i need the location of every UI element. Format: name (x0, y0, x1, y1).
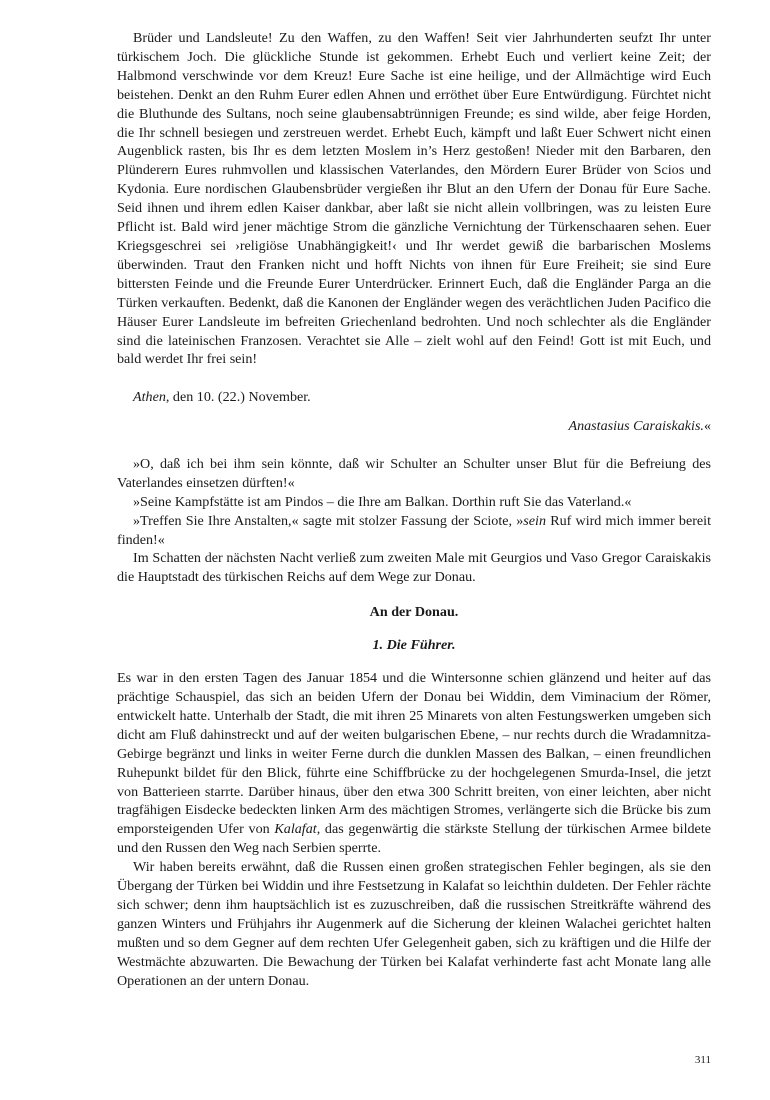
spacer (117, 369, 711, 388)
section-heading: 1. Die Führer. (372, 637, 456, 654)
dialogue-line-1: »O, daß ich bei ihm sein könnte, daß wir Schulter an Schulter unser Blut für die Befreiung des Vaterlandes einsetzen dürften!« (117, 455, 711, 491)
narrative-paragraph-2: Wir haben bereits erwähnt, daß die Russen einen großen strategischen Fehler begingen, als sie den Übergang der Türken bei Widdin und ihre Festsetzung in Kalafat so leichthin duldeten. Der Fehler rächte sich schwer; denn ihm hauptsächlich ist es zuzuschreiben, daß die russischen Streitkräfte während des ganzen Winters und Frühjahrs ihr Augenmerk auf die Sicherung der kleinen Walachei gerichtet halten mußten und so dem Gegner auf dem rechten Ufer Gelegenheit gaben, sich zu kräftigen und die Hilfe der Westmächte abzuwarten. Die Bewachung der Türken bei Kalafat verhinderte fast acht Monate lang alle Operationen an der untern Donau. (117, 859, 711, 989)
page-number: 311 (694, 1054, 711, 1066)
signature-name: Anastasius Caraiskakis. (568, 418, 704, 435)
narrative-paragraph-1-post: , das gegenwärtig die stärkste Stellung der türkischen Armee bildete und den Russen den Weg nach Serbien sperrte. (117, 821, 711, 857)
spacer (117, 407, 711, 417)
dialogue-line-2: »Seine Kampfstätte ist am Pindos – die Ihre am Balkan. Dorthin ruft Sie das Vaterland.« (133, 493, 632, 510)
proclamation-paragraph: Brüder und Landsleute! Zu den Waffen, zu den Waffen! Seit vier Jahrhunderten seufzt Ihr unter türkischem Joch. Die glückliche Stunde ist gekommen. Erhebt Euch und verliert keine Zeit; der Halbmond verschwinde vor dem Kreuz! Eure Sache ist eine heilige, und der Allmächtige wird Euch beistehen. Denkt an den Ruhm Eurer edlen Ahnen und erröthet über Eure Entwürdigung. Fürchtet nicht die Bluthunde des Sultans, noch seine glaubensabtrünnigen Freunde; es sind wilde, aber feige Horden, die Ihr schnell besiegen und zerstreuen werdet. Erhebt Euch, kämpft und laßt Euer Schwert nicht einen Augenblick rasten, bis Ihr es dem letzten Moslem in’s Herz gestoßen! Nieder mit den Barbaren, den Plünderern Eures ruhmvollen und klassischen Vaterlandes, den Mördern Eurer Brüder von Scios und Kydonia. Eure nordischen Glaubensbrüder vergießen ihr Blut an den Ufern der Donau für Eure Sache. Seid ihnen und ihrem edlen Kaiser dankbar, aber laßt sie nicht allein vollbringen, was zu leisten Eure Pflicht ist. Bald wird jener mächtige Strom die gänzliche Vernichtung der Türkenschaaren sehen. Euer Kriegsgeschrei sei ›religiöse Unabhängigkeit!‹ und Ihr werdet gewiß die barbarischen Moslems überwinden. Traut den Franken nicht und hofft Nichts von ihnen für Eure Freiheit; sie sind Eure bittersten Feinde und die Freunde Eurer Unterdrücker. Erinnert Euch, daß die Engländer Parga an die Türken verkauften. Bedenkt, daß die Kanonen der Engländer wegen des verächtlichen Juden Pacifico die Häuser Eurer Landsleute im befreiten Griechenland bedrohten. Und noch schlechter als die Engländer sind die lateinischen Franzosen. Verachtet sie Alle – zielt wohl auf den Feind! Gott ist mit Euch, und bald werdet Ihr frei sein! (117, 30, 711, 368)
date-place: Athen (133, 389, 166, 406)
narration-paragraph: Im Schatten der nächsten Nacht verließ zum zweiten Male mit Geurgios und Vaso Gregor Caraiskakis die Hauptstadt des türkischen Reichs auf dem Wege zur Donau. (117, 550, 711, 586)
signature-close-quote: « (703, 418, 711, 435)
narrative-paragraph-1-pre: Es war in den ersten Tagen des Januar 1854 und die Wintersonne schien glänzend und heiter auf das prächtige Schauspiel, das sich an beiden Ufern der Donau bei Widdin, dem Viminacium der Römer, entwickelt hatte. Unterhalb der Stadt, die mit ihren 25 Minarets von alten Festungswerken umgeben sich dicht am Fluß dahinstreckt und auf der weiten bulgarischen Ebene, – nur rechts durch die Wradamnitza-Gebirge begränzt und links in weiter Ferne durch die dunklen Massen des Balkan, – einen freundlichen Ruhepunkt bildet für den Blick, führte eine Schiffbrücke zu der hochgelegenen Smurda-Insel, die jetzt von Batterieen starrte. Darüber hinaus, über den etwa 300 Schritt breiten, von einer leichten, aber nicht tragfähigen Eisdecke bedeckten linken Arm des mächtigen Stromes, verlängerte sich die Brücke bis zum emporsteigenden Ufer von (117, 670, 711, 838)
narrative-paragraph-1-emphasis: Kalafat (274, 821, 317, 838)
proclamation-date-line (117, 388, 711, 407)
date-text: , den 10. (22.) November. (165, 389, 311, 406)
signature-line (117, 417, 711, 436)
spacer (117, 436, 711, 455)
dialogue-line-3-emphasis: sein (523, 512, 546, 529)
chapter-heading: An der Donau. (369, 604, 459, 621)
text-column (117, 29, 711, 990)
dialogue-line-3-post: Ruf wird mich immer bereit finden!« (117, 512, 711, 548)
dialogue-line-3-pre: »Treffen Sie Ihre Anstalten,« sagte mit stolzer Fassung der Sciote, » (133, 512, 524, 529)
dialogue-line-3 (117, 512, 711, 550)
narrative-paragraph-1 (117, 669, 711, 858)
